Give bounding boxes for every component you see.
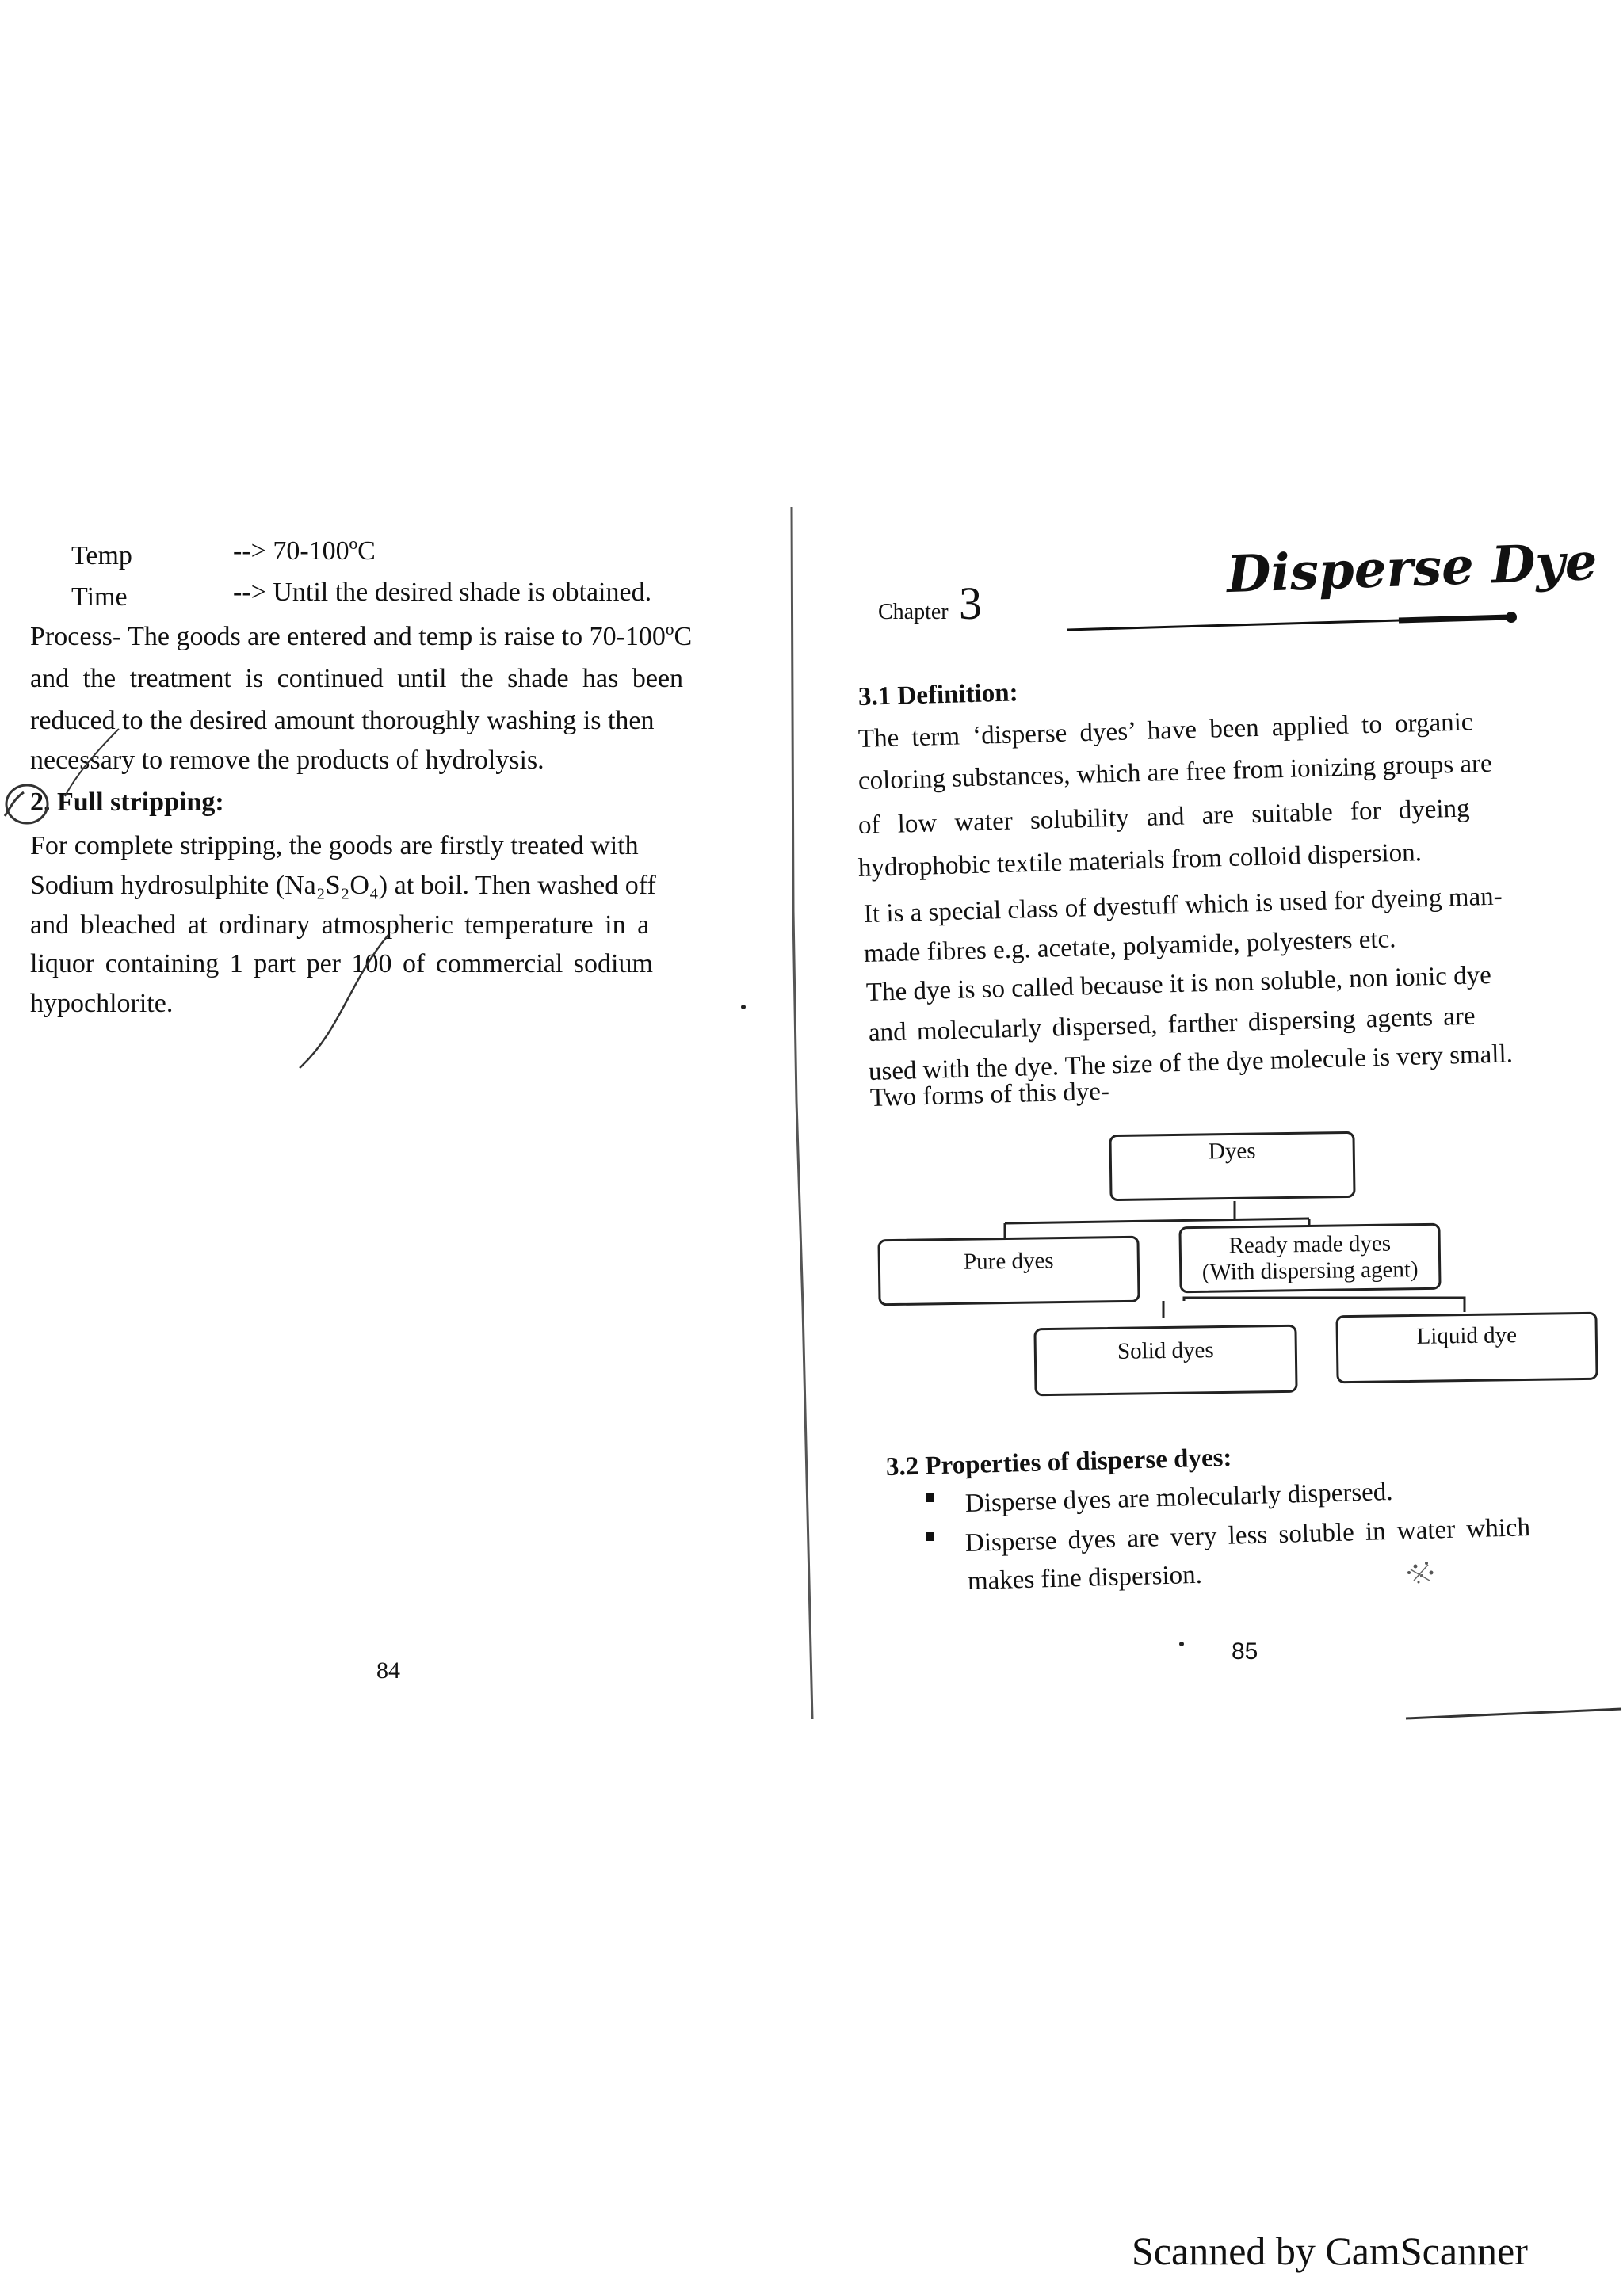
section-heading-definition: 3.1 Definition: bbox=[857, 678, 1019, 711]
param-label-temp: Temp bbox=[71, 541, 132, 570]
definition-line: used with the dye. The size of the dye molecule is very small. bbox=[868, 1039, 1514, 1086]
paragraph-line: Sodium hydrosulphite (Na₂S₂O₄) at boil. Then washed off bbox=[30, 871, 656, 900]
definition-line: made fibres e.g. acetate, polyamide, polyesters etc. bbox=[863, 925, 1396, 968]
page-number-left: 84 bbox=[376, 1657, 400, 1684]
definition-line: The term ‘disperse dyes’ have been applied to organic bbox=[857, 707, 1473, 753]
property-item-continuation: makes fine dispersion. bbox=[967, 1560, 1203, 1596]
chapter-number: 3 bbox=[959, 578, 982, 629]
stray-dot bbox=[741, 1005, 746, 1009]
diagram-node-solid-dyes: Solid dyes bbox=[1033, 1325, 1297, 1397]
diagram-node-pure-dyes: Pure dyes bbox=[877, 1236, 1140, 1306]
ink-smudge bbox=[1395, 1549, 1450, 1596]
ready-made-line1: Ready made dyes bbox=[1228, 1230, 1392, 1259]
process-line: and the treatment is continued until the shade has been bbox=[30, 664, 684, 693]
param-value-time: --> Until the desired shade is obtained. bbox=[233, 578, 652, 607]
chapter-label: Chapter bbox=[878, 600, 949, 624]
handwritten-marks bbox=[0, 697, 475, 1077]
stray-dot bbox=[1179, 1642, 1184, 1646]
paragraph-line: liquor containing 1 part per 100 of commercial sodium bbox=[30, 949, 653, 978]
bullet-marker bbox=[926, 1532, 934, 1541]
definition-line: Two forms of this dye- bbox=[869, 1077, 1110, 1112]
section-heading-full-stripping: 2. Full stripping: bbox=[30, 788, 224, 817]
chapter-title: Disperse Dye bbox=[1225, 532, 1598, 605]
definition-line: hydrophobic textile materials from colloid dispersion. bbox=[857, 838, 1423, 883]
bullet-marker bbox=[926, 1493, 934, 1502]
section-heading-properties: 3.2 Properties of disperse dyes: bbox=[885, 1443, 1232, 1482]
title-underline bbox=[1066, 606, 1526, 638]
definition-line: coloring substances, which are free from ionizing groups are bbox=[857, 749, 1493, 795]
paragraph-line: hypochlorite. bbox=[30, 989, 174, 1018]
definition-line: of low water solubility and are suitable for dyeing bbox=[857, 794, 1471, 840]
diagram-node-ready-made-dyes bbox=[1178, 1223, 1441, 1294]
process-line: reduced to the desired amount thoroughly washing is then bbox=[30, 706, 655, 735]
scanner-watermark: Scanned by CamScanner bbox=[1132, 2229, 1528, 2273]
property-item: Disperse dyes are very less soluble in water which bbox=[964, 1513, 1531, 1558]
ready-made-line2: (With dispersing agent) bbox=[1201, 1257, 1419, 1285]
param-value-temp: --> 70-100ºC bbox=[233, 536, 376, 566]
book-spine bbox=[781, 499, 844, 1735]
process-line: Process- The goods are entered and temp is raise to 70-100ºC bbox=[30, 622, 693, 651]
diagram-node-liquid-dye: Liquid dye bbox=[1335, 1312, 1598, 1384]
diagram-node-dyes: Dyes bbox=[1109, 1131, 1355, 1201]
paragraph-line: and bleached at ordinary atmospheric temperature in a bbox=[30, 910, 650, 940]
scan-edge-line bbox=[1403, 1699, 1623, 1723]
paragraph-line: For complete stripping, the goods are firstly treated with bbox=[30, 831, 639, 860]
property-item: Disperse dyes are molecularly dispersed. bbox=[964, 1477, 1394, 1518]
page-number-right: 85 bbox=[1232, 1638, 1258, 1665]
definition-line: and molecularly dispersed, farther dispersing agents are bbox=[868, 1001, 1476, 1047]
param-label-time: Time bbox=[71, 582, 128, 612]
definition-line: The dye is so called because it is non soluble, non ionic dye bbox=[865, 960, 1492, 1007]
process-line: necessary to remove the products of hydrolysis. bbox=[30, 746, 544, 775]
definition-line: It is a special class of dyestuff which is used for dyeing man- bbox=[863, 882, 1503, 929]
